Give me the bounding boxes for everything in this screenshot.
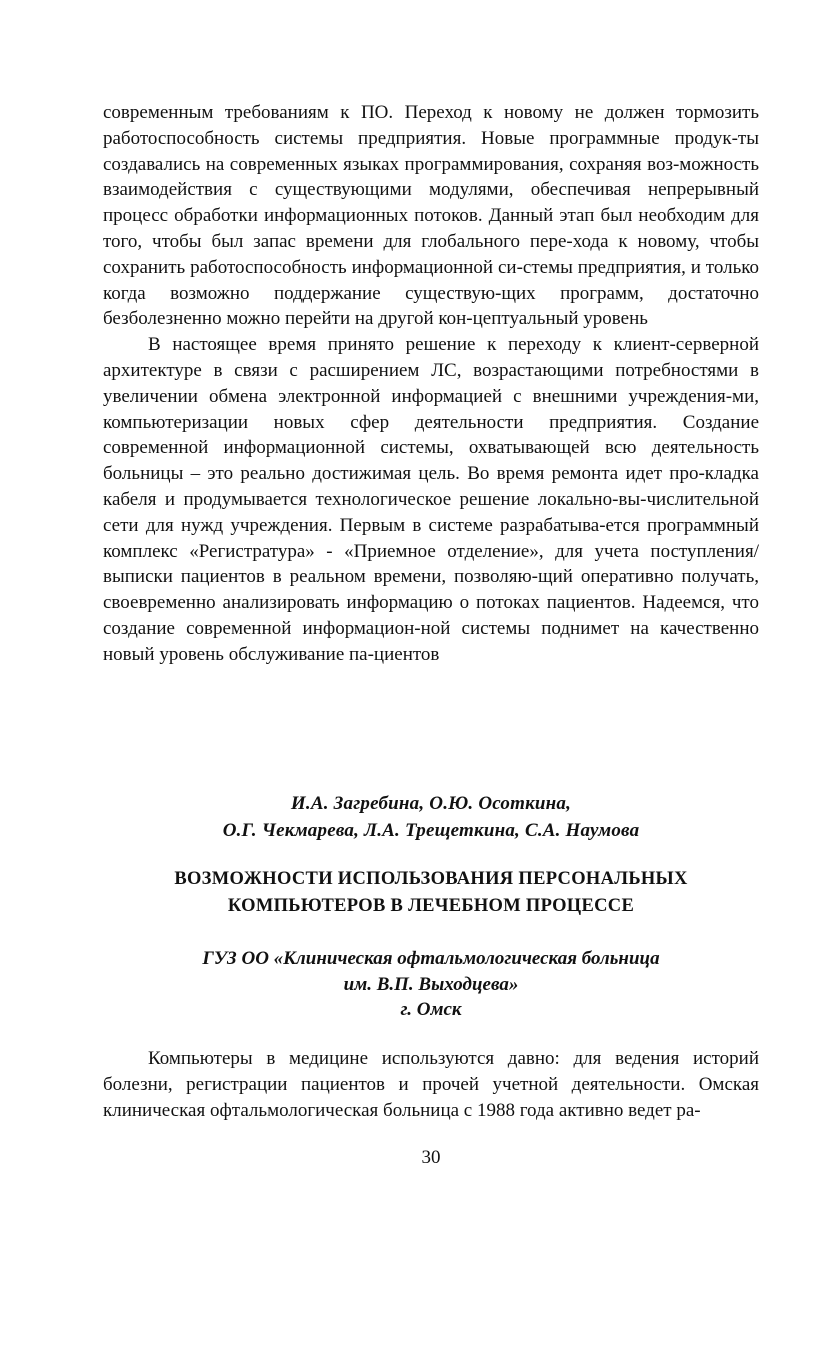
affiliation-line-1: ГУЗ ОО «Клиническая офтальмологическая больница <box>202 948 660 969</box>
page-number: 30 <box>421 1147 441 1168</box>
article-authors <box>103 790 759 844</box>
article-affiliation <box>103 946 759 1023</box>
authors-line-1: И.А. Загребина, О.Ю. Осоткина, <box>290 793 572 814</box>
body-text-top <box>103 100 759 668</box>
authors-line-2: О.Г. Чекмарева, Л.А. Трещеткина, С.А. Наумова <box>222 820 640 841</box>
title-line-1: ВОЗМОЖНОСТИ ИСПОЛЬЗОВАНИЯ ПЕРСОНАЛЬНЫХ <box>174 869 688 889</box>
paragraph-continued: современным требованиям к ПО. Переход к новому не должен тормозить работоспособность системы предприятия. Новые программные продук-ты создавались на современных языках программирования, сохраняя воз-можность взаимодействия с существующими модулями, обеспечивая непрерывный процесс обработки информационных потоков. Данный этап был необходим для того, чтобы был запас времени для глобального пере-хода к новому, чтобы сохранить работоспособность информационной си-стемы предприятия, и только когда возможно поддержание существую-щих программ, достаточно безболезненно можно перейти на другой кон-цептуальный уровень <box>103 102 759 330</box>
paragraph-intro: Компьютеры в медицине используются давно: для ведения историй болезни, регистрации пациентов и прочей учетной деятельности. Омская клиническая офтальмологическая больница с 1988 года активно ведет ра- <box>103 1048 759 1121</box>
affiliation-city: г. Омск <box>400 999 462 1020</box>
affiliation-line-2: им. В.П. Выходцева» <box>343 973 519 995</box>
title-line-2: КОМПЬЮТЕРОВ В ЛЕЧЕБНОМ ПРОЦЕССЕ <box>227 896 635 916</box>
body-text-bottom <box>103 1046 759 1123</box>
article-title <box>103 866 759 920</box>
paragraph-current-status: В настоящее время принято решение к переходу к клиент-серверной архитектуре в связи с расширением ЛС, возрастающими потребностями в увеличении обмена электронной информацией с внешними учреждения-ми, компьютеризации новых сфер деятельности предприятия. Создание современной информационной системы, охватывающей всю деятельность больницы – это реально достижимая цель. Во время ремонта идет про-кладка кабеля и продумывается технологическое решение локально-вы-числительной сети для нужд учреждения. Первым в системе разрабатыва-ется программный комплекс «Регистратура» - «Приемное отделение», для учета поступления/выписки пациентов в реальном времени, позволяю-щий оперативно получать, своевременно анализировать информацию о потоках пациентов. Надеемся, что создание современной информацион-ной системы поднимет на качественно новый уровень обслуживание па-циентов <box>103 334 759 665</box>
